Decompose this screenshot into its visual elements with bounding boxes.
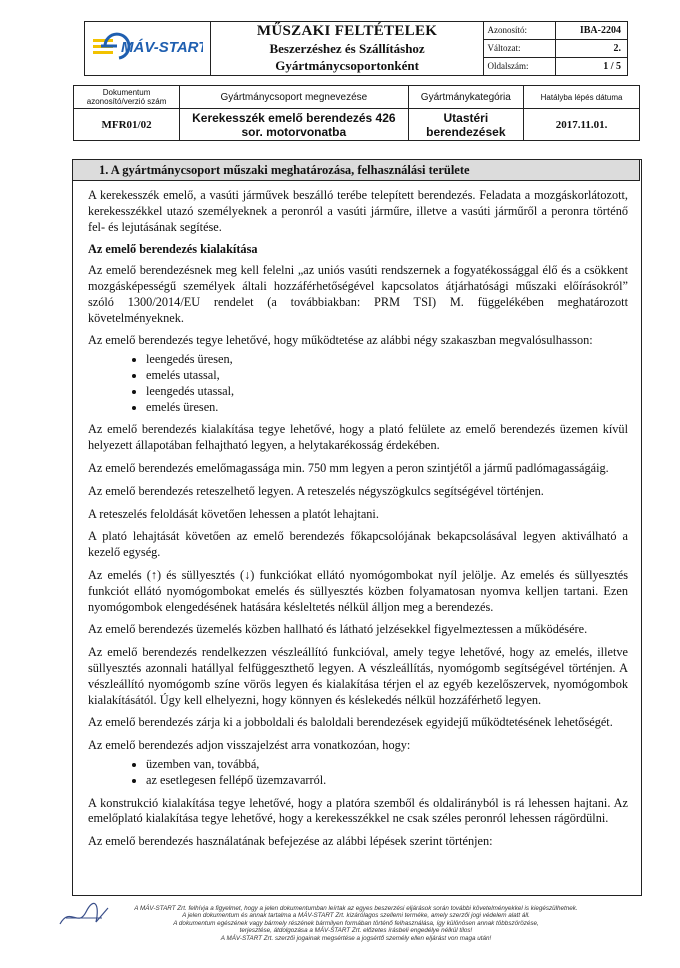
info-value-group: Kerekesszék emelő berendezés 426 sor. motorvonatba: [180, 109, 408, 141]
list-item: • leengedés üresen,: [146, 352, 628, 368]
title-line-2: Beszerzéshez és Szállításhoz: [269, 41, 425, 56]
paragraph: A kerekesszék emelő, a vasúti járművek beszálló terébe telepített berendezés. Feladata a mozgáskorlátozott, kerekesszékkel utazó személyeknek a peronról a vasúti járműre, illetve a vasúti járműről a peronra történő fel- és lejutásának segítése.: [88, 188, 628, 234]
footer-line: A dokumentum egészének vagy bármely részének bármilyen formában történő felhasználása, így különösen annak többszörözése,: [173, 919, 539, 927]
meta-value-version: 2.: [555, 39, 627, 57]
paragraph: Az emelő berendezés kialakítása tegye lehetővé, hogy a plató felülete az emelő berendezés üzemen kívül helyezett állapotában felhajtható legyen, a helytakarékosság érdekében.: [88, 422, 628, 453]
document-header: [84, 21, 628, 76]
paragraph: Az emelő berendezés üzemelés közben hallható és látható jelzésekkel figyelmeztessen a működésére.: [88, 622, 588, 637]
paragraph: Az emelő berendezés emelőmagassága min. 750 mm legyen a peron szintjétől a jármű padlómagasságáig.: [88, 460, 609, 475]
list-item: • emelés utassal,: [146, 368, 628, 384]
list-item: • üzemben van, továbbá,: [146, 757, 628, 773]
paragraph: A konstrukció kialakítása tegye lehetővé, hogy a platóra szemből és oldalirányból is rá lehessen hajtani. Az emelőplató kialakítása tegye lehetővé, hogy a kerekesszékkel ne csak széles peronról lehessen rágördülni.: [88, 795, 628, 826]
meta-label-version: Változat:: [484, 39, 555, 57]
paragraph: A plató lehajtását követően az emelő berendezés főkapcsolójának bekapcsolásával legyen aktiválható a kezelő egység.: [88, 529, 628, 560]
paragraph: Az emelés (↑) és süllyesztés (↓) funkciókat ellátó nyomógombokat nyíl jelölje. Az emelés és süllyesztés funkciót ellátó nyomógombokat emelés és süllyesztés közben folyamatosan nyomva kelljen tartani. Ezen nyomógombok elengedésének hatására késleltetés nélkül álljon meg a berendezés.: [88, 567, 628, 614]
info-table: [73, 85, 640, 141]
meta-label-page: Oldalszám:: [484, 57, 555, 75]
paragraph: Az emelő berendezés zárja ki a jobboldali és baloldali berendezések egyidejű működtetésének lehetőségét.: [88, 715, 613, 730]
title-line-3: Gyártmánycsoportonként: [275, 58, 419, 73]
info-header-category: Gyártmánykategória: [408, 86, 524, 109]
copyright-footer: [108, 905, 604, 942]
logo-text: MÁV-START: [121, 39, 204, 56]
document-title: [210, 22, 484, 76]
logo-cell: [85, 22, 211, 76]
paragraph: Az emelő berendezés használatának befejezése az alábbi lépések szerint történjen:: [88, 834, 493, 849]
info-header-date: Hatályba lépés dátuma: [524, 86, 640, 109]
operation-stage-list: [88, 352, 628, 415]
paragraph: Az emelő berendezésnek meg kell felelni „az uniós vasúti rendszernek a fogyatékossággal élő és a csökkent mozgásképességű személyek általi hozzáférhetőségével kapcsolatos átjárhatósági műszaki előírásokról” szóló 1300/2014/EU rendelet (a továbbiakban: PRM TSI) M. függelékében meghatározott követelményeknek.: [88, 263, 628, 325]
paragraph: A reteszelés feloldását követően lehessen a platót lehajtani.: [88, 506, 379, 521]
section-body: [88, 188, 628, 857]
paragraph: Az emelő berendezés tegye lehetővé, hogy működtetése az alábbi négy szakaszban megvalósulhasson:: [88, 333, 593, 348]
info-header-docid: Dokumentum azonosító/verzió szám: [74, 86, 180, 109]
section-heading: 1. A gyártmánycsoport műszaki meghatározása, felhasználási területe: [72, 159, 640, 181]
meta-value-id: IBA-2204: [555, 22, 627, 40]
list-item: • leengedés utassal,: [146, 384, 628, 400]
footer-line: A MÁV-START Zrt. szerzői jogainak megsértése a jogsértő személy ellen eljárást von maga után!: [220, 934, 492, 942]
signature-mark: [56, 898, 116, 934]
paragraph: Az emelő berendezés adjon visszajelzést arra vonatkozóan, hogy:: [88, 738, 411, 753]
footer-line: A MÁV-START Zrt. felhívja a figyelmet, hogy a jelen dokumentumban leírtak az egyes beszerzési eljárások során további követelményekkel is kiegészülhetnek.: [134, 905, 578, 912]
list-item: • emelés üresen.: [146, 400, 628, 416]
list-item: • az esetlegesen fellépő üzemzavarról.: [146, 773, 628, 789]
feedback-list: [88, 757, 628, 789]
paragraph: Az emelő berendezés rendelkezzen vészleállító funkcióval, amely tegye lehetővé, hogy az emelés, illetve süllyesztés azonnali hatállyal felfüggeszthető legyen. A vészleállítás, nyomógomb segítségével történjen. A vészleállító nyomógomb színe vörös legyen és kialakítása térjen el az egyéb kezelőszervek, nyomógombok kialakításától. Úgy kell elhelyezni, hogy könnyen és késlekedés nélkül hozzáférhető legyen.: [88, 645, 628, 707]
footer-line: terjesztése, átdolgozása a MÁV-START Zrt. előzetes írásbeli engedélye nélkül tilos!: [239, 927, 473, 935]
footer-line: A jelen dokumentum és annak tartalma a MÁV-START Zrt. kizárólagos szellemi terméke, amely szerzői jogi védelem alatt áll.: [182, 912, 530, 920]
paragraph: Az emelő berendezés reteszelhető legyen. A reteszelés négyszögkulcs segítségével történjen.: [88, 483, 544, 498]
meta-label-id: Azonosító:: [484, 22, 555, 40]
info-value-date: 2017.11.01.: [524, 109, 640, 141]
info-value-docid: MFR01/02: [74, 109, 180, 141]
title-line-1: MŰSZAKI FELTÉTELEK: [256, 23, 438, 39]
mav-start-logo: [91, 27, 203, 65]
info-value-category: Utastéri berendezések: [408, 109, 524, 141]
subheading: Az emelő berendezés kialakítása: [88, 242, 258, 257]
info-header-group: Gyártmánycsoport megnevezése: [180, 86, 408, 109]
meta-value-page: 1 / 5: [555, 57, 627, 75]
